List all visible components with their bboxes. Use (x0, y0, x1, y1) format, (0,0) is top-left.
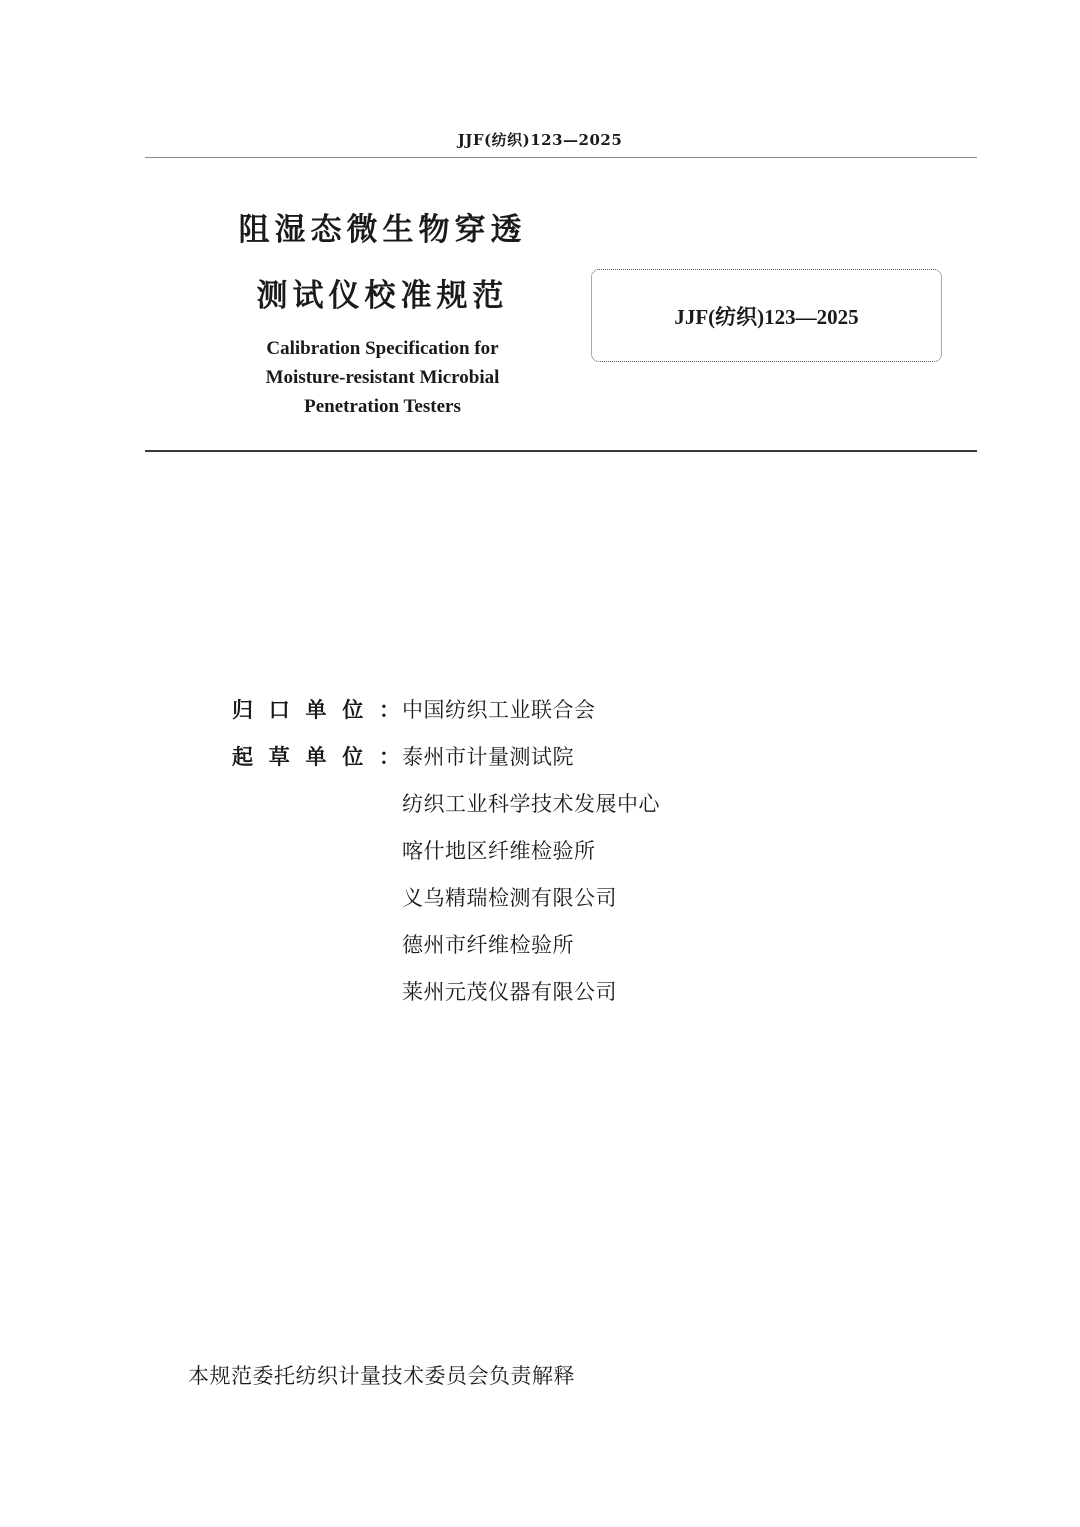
title-english (190, 334, 575, 421)
responsible-unit-label: 归 口 单 位 ： (232, 697, 400, 722)
drafting-unit-value: 义乌精瑞检测有限公司 (402, 885, 617, 910)
title-chinese-line-2: 测试仪校准规范 (256, 278, 509, 314)
title-english-line-3: Penetration Testers (304, 396, 461, 417)
drafting-unit-row (232, 873, 660, 920)
drafting-unit-value: 泰州市计量测试院 (402, 744, 574, 769)
header-divider (145, 157, 977, 158)
drafting-unit-value: 纺织工业科学技术发展中心 (402, 791, 660, 816)
drafting-unit-label: 起 草 单 位 ： (232, 744, 400, 769)
header-document-code: JJF(纺织)123—2025 (457, 131, 623, 149)
footer-note: 本规范委托纺织计量技术委员会负责解释 (188, 1364, 575, 1388)
responsible-unit-value: 中国纺织工业联合会 (402, 697, 596, 722)
drafting-unit-value: 莱州元茂仪器有限公司 (402, 979, 617, 1004)
drafting-unit-row (232, 779, 660, 826)
title-english-line-1: Calibration Specification for (266, 338, 499, 359)
drafting-unit-value: 喀什地区纤维检验所 (402, 838, 596, 863)
responsible-unit-row (232, 685, 660, 732)
drafting-unit-row (232, 826, 660, 873)
drafting-unit-value: 德州市纤维检验所 (402, 932, 574, 957)
units-section (232, 685, 660, 1014)
document-code: JJF(纺织)123—2025 (674, 304, 859, 329)
drafting-unit-row (232, 920, 660, 967)
title-block (190, 210, 575, 421)
drafting-unit-row (232, 732, 660, 779)
drafting-unit-row (232, 967, 660, 1014)
title-chinese-line-1: 阻湿态微生物穿透 (238, 212, 527, 248)
document-code-box (591, 269, 942, 362)
main-divider (145, 450, 977, 452)
title-english-line-2: Moisture-resistant Microbial (265, 367, 500, 388)
